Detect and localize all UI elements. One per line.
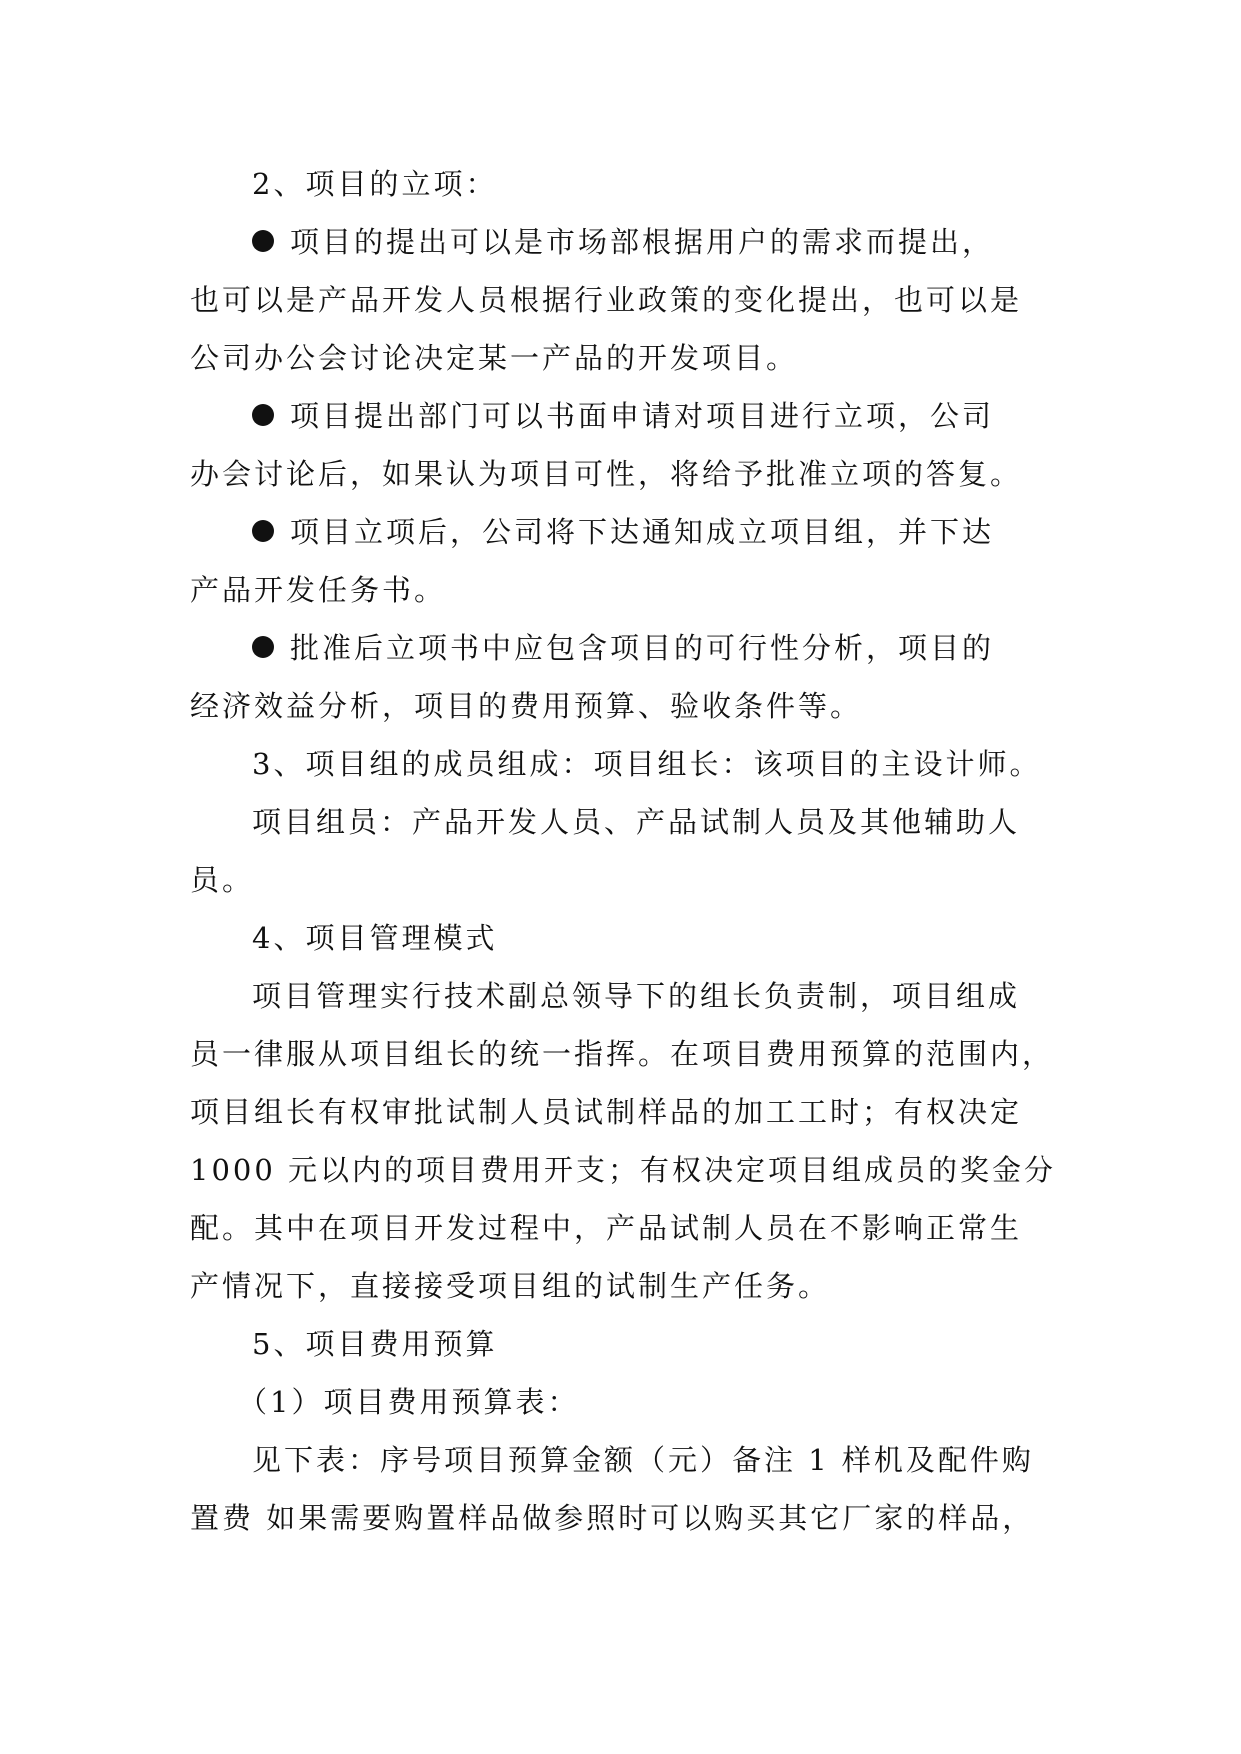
- bullet-3-text-1: 项目立项后，公司将下达通知成立项目组，并下达: [290, 515, 995, 549]
- bullet-dot-icon: [252, 636, 274, 658]
- document-body: [190, 155, 1070, 1547]
- bullet-dot-icon: [252, 404, 274, 426]
- bullet-1-line-3: 公司办公会讨论决定某一产品的开发项目。: [190, 341, 799, 375]
- section-4-line-4: 1000 元以内的项目费用开支；有权决定项目组成员的奖金分: [190, 1153, 1057, 1187]
- section-3-line-2: 项目组员：产品开发人员、产品试制人员及其他辅助人: [252, 805, 1021, 839]
- bullet-dot-icon: [252, 520, 274, 542]
- bullet-4-line-2: 经济效益分析，项目的费用预算、验收条件等。: [190, 689, 863, 723]
- bullet-2-line-1: [190, 387, 1070, 445]
- bullet-dot-icon: [252, 230, 274, 252]
- section-4-line-6: 产情况下，直接接受项目组的试制生产任务。: [190, 1269, 831, 1303]
- bullet-1-text-1: 项目的提出可以是市场部根据用户的需求而提出，: [290, 225, 995, 259]
- bullet-3-line-1: [190, 503, 1070, 561]
- bullet-2-text-1: 项目提出部门可以书面申请对项目进行立项，公司: [290, 399, 995, 433]
- section-4-line-5: 配。其中在项目开发过程中，产品试制人员在不影响正常生: [190, 1211, 1023, 1245]
- bullet-2-line-2: 办会讨论后，如果认为项目可性，将给予批准立项的答复。: [190, 457, 1023, 491]
- section-4-line-2: 员一律服从项目组长的统一指挥。在项目费用预算的范围内，: [190, 1037, 1055, 1071]
- section-3-line-1: 3、项目组的成员组成：项目组长：该项目的主设计师。: [252, 747, 1042, 781]
- bullet-3-line-2: 产品开发任务书。: [190, 573, 447, 607]
- section-5-heading: 5、项目费用预算: [252, 1327, 498, 1361]
- section-4-line-3: 项目组长有权审批试制人员试制样品的加工工时；有权决定: [190, 1095, 1023, 1129]
- bullet-4-text-1: 批准后立项书中应包含项目的可行性分析，项目的: [290, 631, 995, 665]
- section-3-line-3: 员。: [190, 863, 255, 897]
- bullet-1-line-2: 也可以是产品开发人员根据行业政策的变化提出，也可以是: [190, 283, 1023, 317]
- section-5-line-1: 见下表：序号项目预算金额（元）备注 1 样机及配件购: [252, 1443, 1034, 1477]
- section-4-line-1: 项目管理实行技术副总领导下的组长负责制，项目组成: [252, 979, 1021, 1013]
- section-4-heading: 4、项目管理模式: [252, 921, 498, 955]
- section-5-subheading: （1）项目费用预算表：: [238, 1385, 580, 1419]
- bullet-4-line-1: [190, 619, 1070, 677]
- bullet-1-line-1: [190, 213, 1070, 271]
- section-2-heading: 2、项目的立项：: [252, 167, 498, 201]
- section-5-line-2: 置费 如果需要购置样品做参照时可以购买其它厂家的样品，: [190, 1501, 1035, 1535]
